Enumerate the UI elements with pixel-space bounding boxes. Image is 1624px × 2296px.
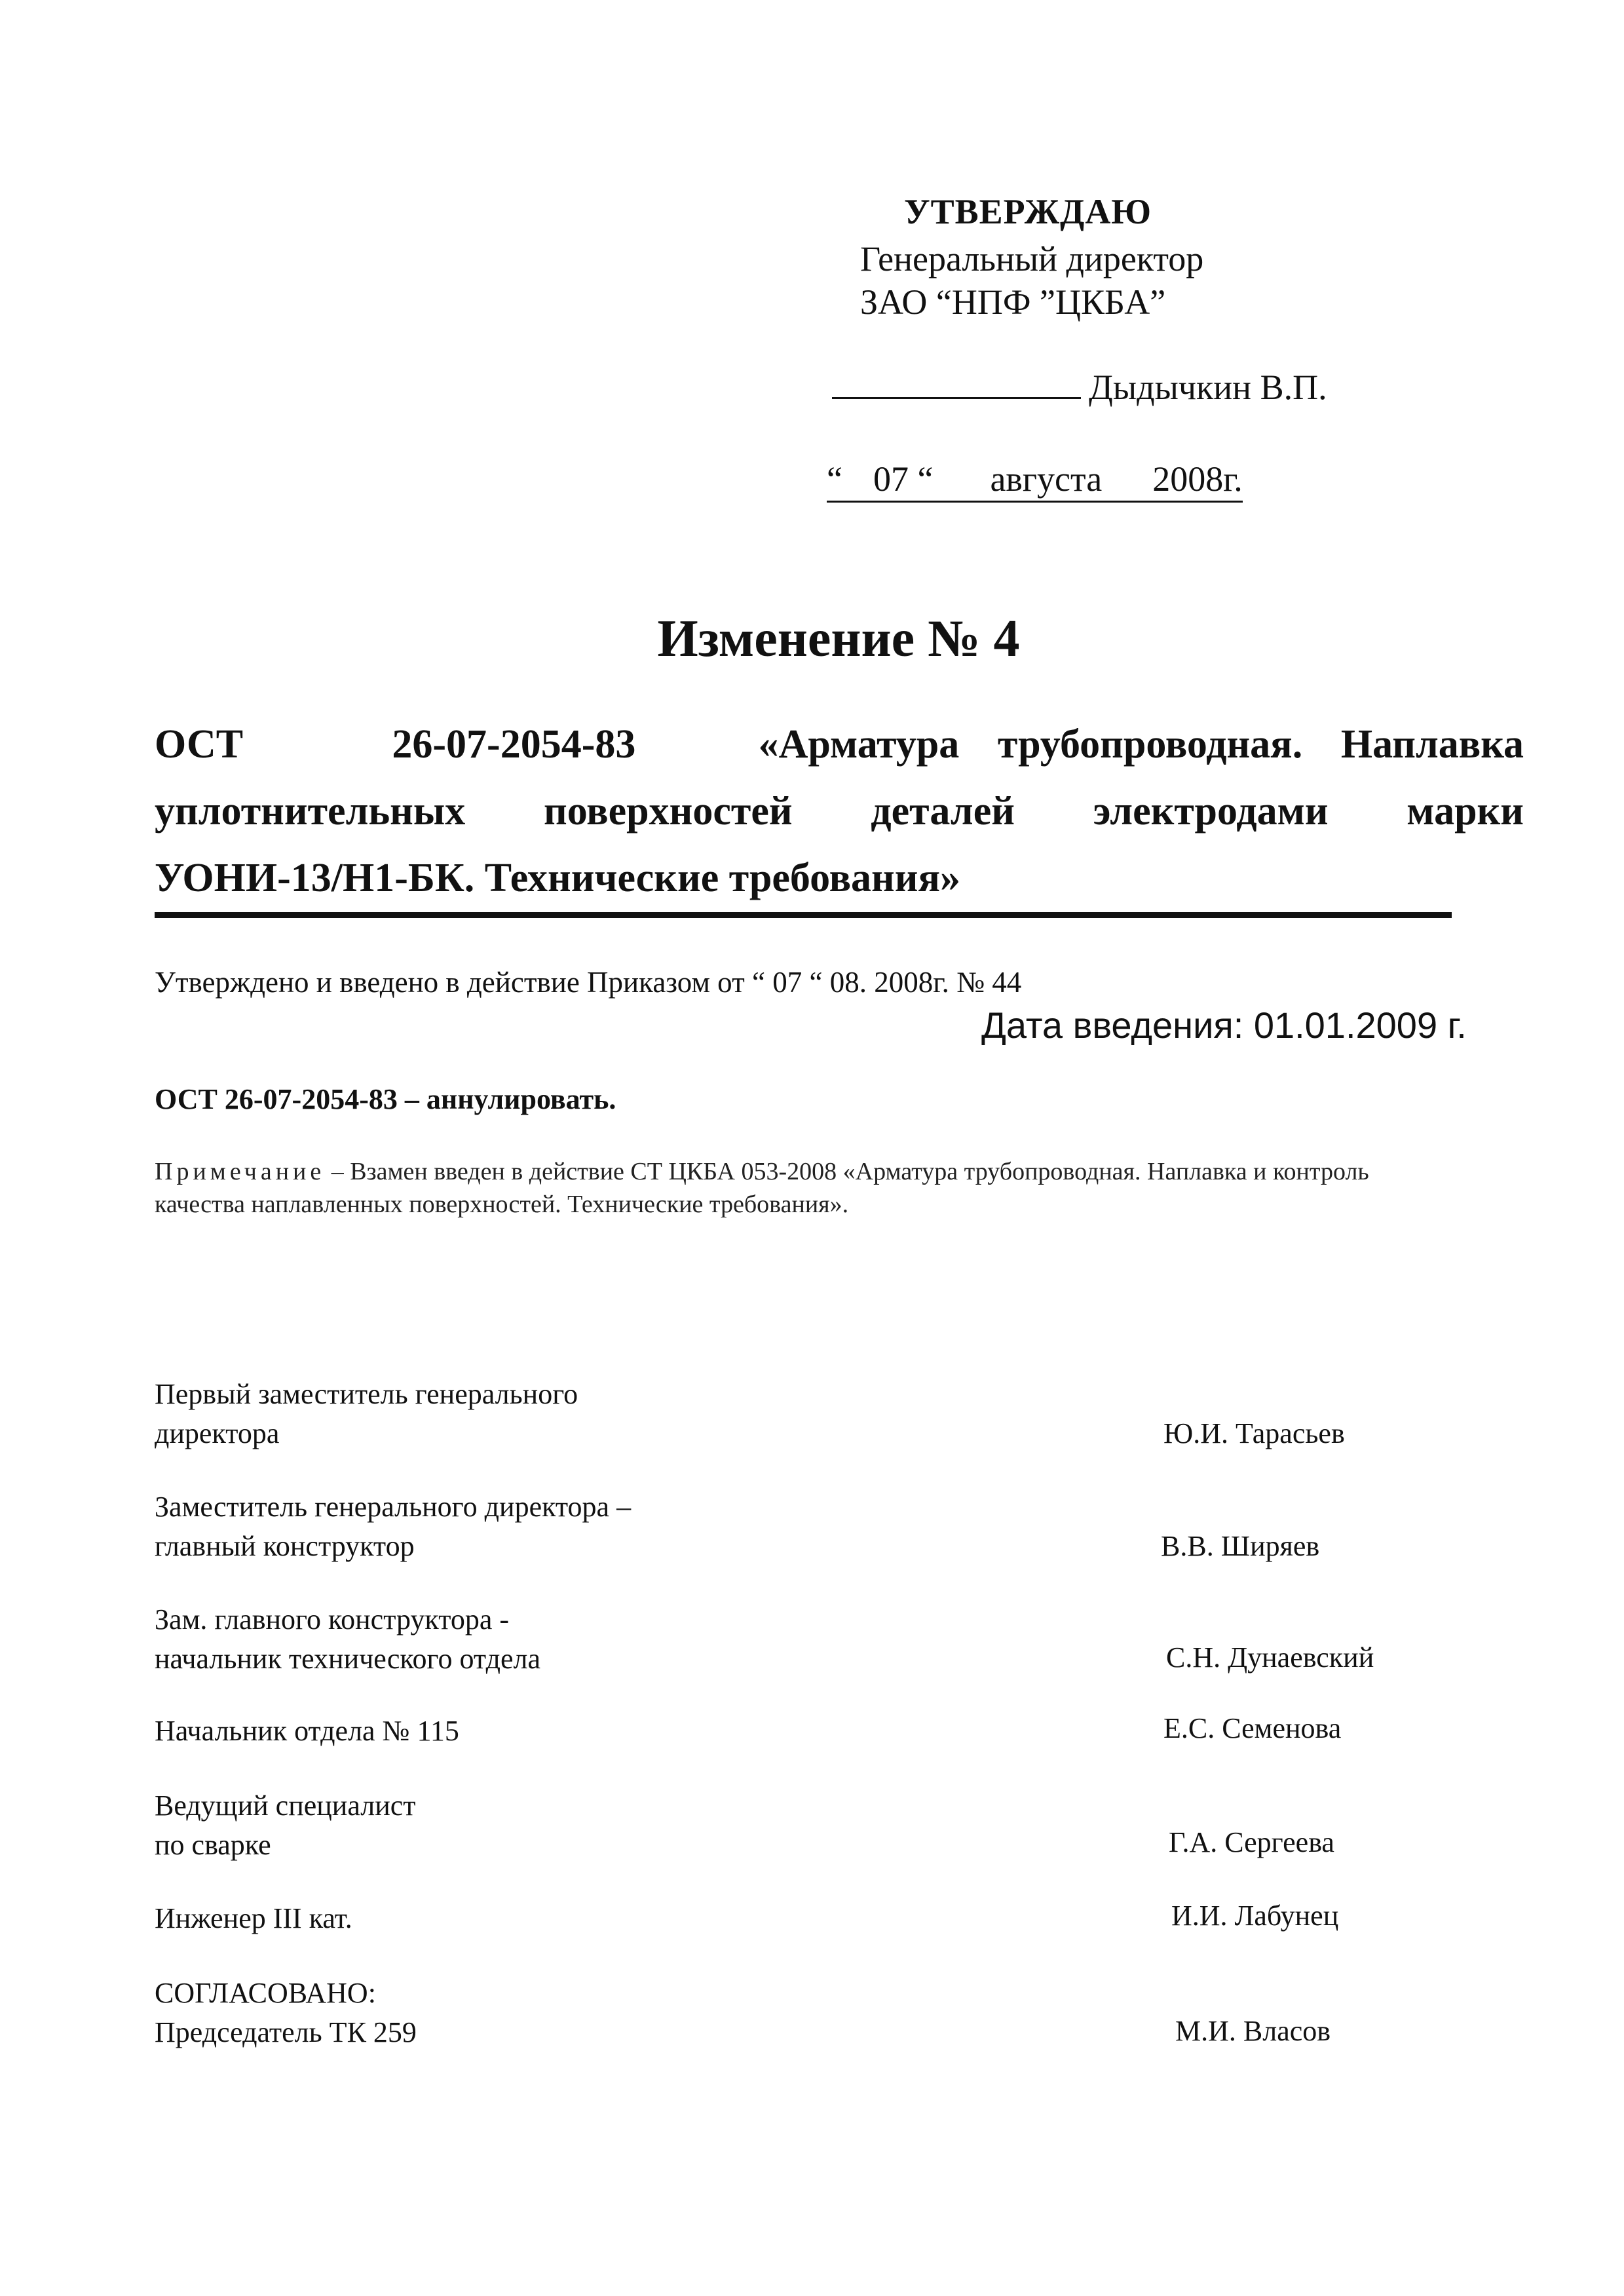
approval-signer: Дыдычкин В.П. [1089, 368, 1327, 407]
signatory-role-line2: главный конструктор [155, 1530, 415, 1562]
introduction-date: Дата введения: 01.01.2009 г. [981, 1004, 1467, 1046]
signatory-role [155, 1786, 416, 1865]
note-line1: – Взамен введен в действие СТ ЦКБА 053-2008 «Арматура трубопроводная. Наплавка и контроль [325, 1158, 1369, 1185]
signatory-role-line2: по сварке [155, 1829, 271, 1861]
signatory-name: Е.С. Семенова [1163, 1712, 1342, 1744]
standard-title-line1 [155, 711, 1524, 778]
signatory-role [155, 1712, 459, 1751]
signatory-name: И.И. Лабунец [1171, 1900, 1339, 1932]
signatory-name: С.Н. Дунаевский [1166, 1641, 1374, 1674]
signature-blank [832, 371, 1081, 399]
signatory-role [155, 1600, 540, 1679]
signatory-role-line2: директора [155, 1417, 280, 1449]
approved-by-order: Утверждено и введено в действие Приказом от “ 07 “ 08. 2008г. № 44 [155, 966, 1022, 999]
signatory-role [155, 1487, 631, 1566]
signatory-name: В.В. Ширяев [1161, 1530, 1320, 1562]
signatory-role [155, 1899, 352, 1938]
signatory-role-line2: начальник технического отдела [155, 1643, 540, 1675]
signatory-role-line1: Заместитель генерального директора – [155, 1491, 632, 1523]
approval-position: Генеральный директор [860, 239, 1204, 278]
standard-code: ОСТ [155, 722, 244, 767]
change-title: Изменение № 4 [657, 610, 1020, 668]
approval-company: ЗАО “НПФ ”ЦКБА” [860, 282, 1166, 322]
approval-signature-line [832, 367, 1327, 408]
signatory-role-line1: Ведущий специалист [155, 1789, 416, 1822]
signatory-role-line1: Начальник отдела № 115 [155, 1715, 459, 1747]
date-day: 07 [873, 459, 909, 499]
signatory-role-line1: Инженер III кат. [155, 1902, 352, 1934]
date-month: августа [990, 459, 1103, 499]
signatory-name: Г.А. Сергеева [1169, 1826, 1334, 1858]
date-open-quote: “ [827, 459, 842, 499]
standard-title-line3: УОНИ-13/Н1-БК. Технические требования» [155, 856, 961, 900]
title-divider [155, 912, 1452, 918]
note [155, 1155, 1369, 1221]
note-line2: качества наплавленных поверхностей. Технические требования». [155, 1191, 849, 1218]
standard-name-part1: «Арматура трубопроводная. Наплавка [758, 722, 1524, 767]
approval-title: УТВЕРЖДАЮ [904, 192, 1152, 231]
standard-number: 26-07-2054-83 [392, 722, 636, 767]
signatory-role-line1: Первый заместитель генерального [155, 1378, 578, 1410]
date-year: 2008г. [1152, 459, 1243, 499]
standard-title [155, 711, 1524, 911]
signatory-role-line1: Зам. главного конструктора - [155, 1603, 510, 1636]
signatory-role [155, 1974, 417, 2052]
date-close-quote: “ [917, 459, 934, 499]
signatory-name: Ю.И. Тарасьев [1163, 1417, 1345, 1449]
annulment-statement: ОСТ 26-07-2054-83 – аннулировать. [155, 1083, 616, 1115]
note-label: Примечание [155, 1158, 326, 1185]
signatory-name: М.И. Власов [1175, 2015, 1331, 2047]
standard-title-line2: уплотнительных поверхностей деталей электродами марки [155, 789, 1524, 833]
approval-date [827, 459, 1243, 503]
signatory-role-line2: Председатель ТК 259 [155, 2016, 417, 2048]
approval-agreed-label: СОГЛАСОВАНО: [155, 1977, 376, 2009]
signatory-role [155, 1375, 578, 1453]
